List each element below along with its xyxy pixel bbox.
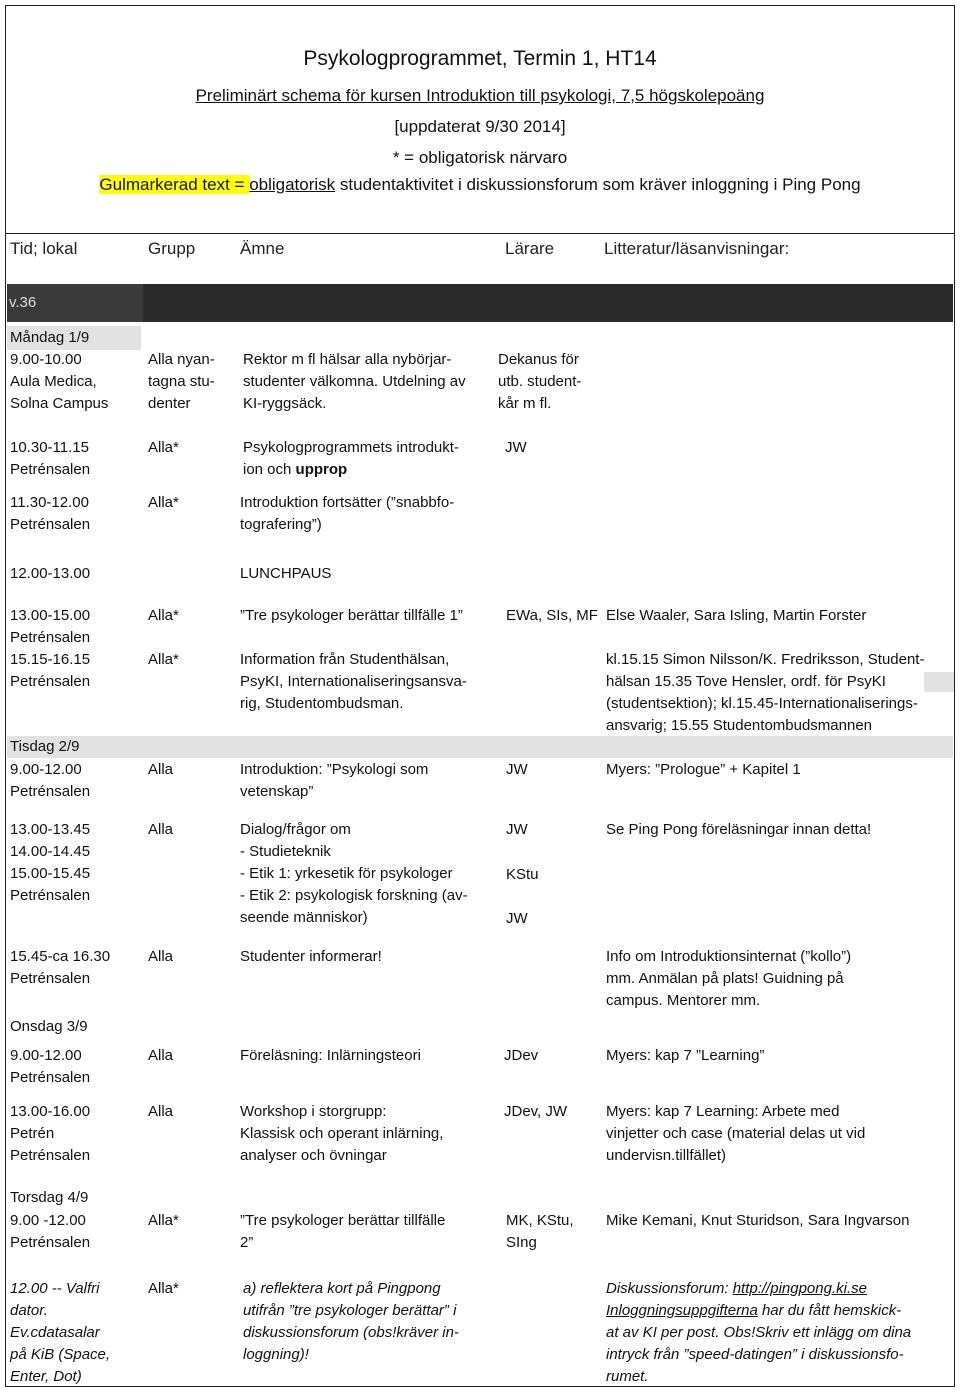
- time-r9: 15.45-ca 16.30 Petrénsalen: [10, 948, 111, 987]
- teacher-r10: JDev: [504, 1047, 539, 1064]
- teacher-r5: EWa, SIs, MF: [506, 607, 598, 624]
- time-r12: 9.00 -12.00 Petrénsalen: [10, 1212, 91, 1251]
- group-r6: Alla*: [148, 651, 179, 668]
- subject-r5: ”Tre psykologer berättar tillfälle 1”: [240, 607, 463, 624]
- subject-r10: Föreläsning: Inlärningsteori: [240, 1047, 421, 1064]
- teacher-r7: JW: [506, 761, 528, 778]
- pingpong-link[interactable]: http://pingpong.ki.se: [732, 1280, 867, 1297]
- literature-r6: kl.15.15 Simon Nilsson/K. Fredriksson, Student- hälsan 15.35 Tove Hensler, ordf. för PsyKI (studentsektion); kl.15.45-Internationaliserings- ansvarig; 15.55 Studentombudsmannen: [606, 651, 925, 734]
- column-header-time: Tid; lokal: [10, 239, 78, 258]
- group-r1: Alla nyan- tagna stu- denter: [148, 351, 215, 412]
- group-r2: Alla*: [148, 439, 179, 456]
- time-r6: 15.15-16.15 Petrénsalen: [10, 651, 91, 690]
- page-title: Psykologprogrammet, Termin 1, HT14: [303, 47, 657, 70]
- subject-r12: ”Tre psykologer berättar tillfälle 2”: [240, 1212, 446, 1251]
- subject-r4: LUNCHPAUS: [240, 565, 332, 582]
- legend-star: * = obligatorisk närvaro: [392, 148, 568, 167]
- literature-r5: Else Waaler, Sara Isling, Martin Forster: [606, 607, 867, 624]
- subject-r6: Information från Studenthälsan, PsyKI, Internationaliseringsansva- rig, Studentombudsman.: [240, 651, 467, 712]
- day-wednesday: Onsdag 3/9: [10, 1018, 88, 1035]
- subject-r9: Studenter informerar!: [240, 948, 382, 965]
- time-r3: 11.30-12.00 Petrénsalen: [10, 494, 91, 533]
- group-r9: Alla: [148, 948, 174, 965]
- literature-r11: Myers: kap 7 Learning: Arbete med vinjetter och case (material delas ut vid undervisn.tillfället): [606, 1103, 866, 1164]
- subject-r13: a) reflektera kort på Pingpong utifrån ”tre psykologer berättar” i diskussionsforum (obs!kräver in- loggning)!: [243, 1280, 459, 1363]
- teacher-r8-2: KStu: [506, 866, 539, 883]
- group-r7: Alla: [148, 761, 174, 778]
- subject-r8: Dialog/frågor om - Studieteknik - Etik 1: yrkesetik för psykologer - Etik 2: psykologisk forskning (av- seende människor): [240, 821, 468, 926]
- group-r5: Alla*: [148, 607, 179, 624]
- time-r10: 9.00-12.00 Petrénsalen: [10, 1047, 91, 1086]
- literature-r10: Myers: kap 7 ”Learning”: [606, 1047, 765, 1064]
- group-r11: Alla: [148, 1103, 174, 1120]
- time-r4: 12.00-13.00: [10, 565, 91, 582]
- time-r13: 12.00 -- Valfri dator. Ev.cdatasalar på KiB (Space, Enter, Dot): [10, 1280, 111, 1385]
- subject-r11: Workshop i storgrupp: Klassisk och operant inlärning, analyser och övningar: [240, 1103, 444, 1164]
- day-tuesday: Tisdag 2/9: [10, 738, 80, 755]
- group-r13: Alla*: [148, 1280, 179, 1297]
- grey-fill: [924, 672, 954, 692]
- subject-r1: Rektor m fl hälsar alla nybörjar- studenter välkomna. Utdelning av KI-ryggsäck.: [243, 351, 466, 412]
- time-r5: 13.00-15.00 Petrénsalen: [10, 607, 91, 646]
- teacher-r12: MK, KStu, SIng: [506, 1212, 574, 1251]
- teacher-r8-1: JW: [506, 821, 528, 838]
- legend-highlight: Gulmarkerad text = obligatorisk studentaktivitet i diskussionsforum som kräver inloggning i Ping Pong: [99, 175, 861, 194]
- teacher-r8-3: JW: [506, 910, 528, 927]
- day-thursday: Torsdag 4/9: [10, 1189, 89, 1206]
- day-band-tuesday: [7, 736, 953, 758]
- literature-r8: Se Ping Pong föreläsningar innan detta!: [606, 821, 872, 838]
- teacher-r1: Dekanus för utb. student- kår m fl.: [498, 351, 582, 412]
- column-header-teacher: Lärare: [505, 239, 555, 258]
- week-label: v.36: [7, 284, 143, 322]
- teacher-r11: JDev, JW: [504, 1103, 568, 1120]
- group-r12: Alla*: [148, 1212, 179, 1229]
- subject-r3: Introduktion fortsätter (”snabbfo- tografering”): [240, 494, 455, 533]
- time-r7: 9.00-12.00 Petrénsalen: [10, 761, 91, 800]
- page-subtitle: Preliminärt schema för kursen Introduktion till psykologi, 7,5 högskolepoäng: [195, 86, 765, 105]
- column-header-literature: Litteratur/läsanvisningar:: [604, 239, 790, 258]
- time-r1: 9.00-10.00 Aula Medica, Solna Campus: [10, 351, 109, 412]
- time-r11: 13.00-16.00 Petrén Petrénsalen: [10, 1103, 91, 1164]
- literature-r12: Mike Kemani, Knut Sturidson, Sara Ingvarson: [606, 1212, 910, 1229]
- time-r8: 13.00-13.45 14.00-14.45 15.00-15.45 Petrénsalen: [10, 821, 91, 904]
- time-r2: 10.30-11.15 Petrénsalen: [10, 439, 91, 478]
- updated-note: [uppdaterat 9/30 2014]: [394, 117, 566, 136]
- column-header-subject: Ämne: [240, 239, 285, 258]
- subject-r7: Introduktion: ”Psykologi som vetenskap”: [240, 761, 429, 800]
- day-monday: Måndag 1/9: [10, 329, 90, 346]
- week-bar: [7, 284, 953, 322]
- column-header-group: Grupp: [148, 239, 196, 258]
- literature-r13: Diskussionsforum: http://pingpong.ki.se Inloggningsuppgifterna har du fått hemskick- at av KI per post. Obs!Skriv ett inlägg om dina intryck från ”speed-datingen” i diskussionsfo- rumet.: [606, 1280, 912, 1385]
- literature-r9: Info om Introduktionsinternat (”kollo”) mm. Anmälan på plats! Guidning på campus. Mentorer mm.: [606, 948, 852, 1009]
- group-r8: Alla: [148, 821, 174, 838]
- teacher-r2: JW: [505, 439, 527, 456]
- group-r10: Alla: [148, 1047, 174, 1064]
- divider: [5, 233, 955, 234]
- group-r3: Alla*: [148, 494, 179, 511]
- subject-r2: Psykologprogrammets introdukt- ion och upprop: [243, 439, 459, 478]
- literature-r7: Myers: ”Prologue” + Kapitel 1: [606, 761, 801, 778]
